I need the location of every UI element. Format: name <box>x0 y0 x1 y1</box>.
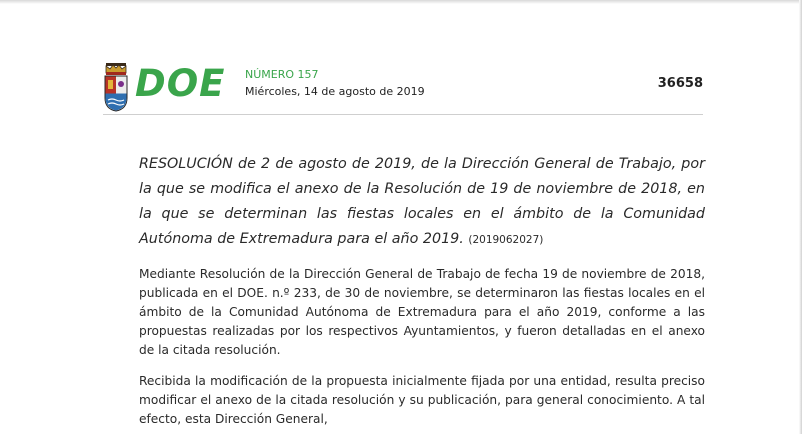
page-top-edge <box>0 0 802 4</box>
body-paragraph-1: Mediante Resolución de la Dirección General de Trabajo de fecha 19 de noviembre de 2018, publicada en el DOE. n.º 233, de 30 de noviembre, se determinaron las fiestas locales en el ámbito de la Comunidad Autónoma de Extremadura para el año 2019, conforme a las propuestas realizadas por los respectivos Ayuntamientos, y fueron detalladas en el anexo de la citada resolución. <box>139 267 705 357</box>
issue-date: Miércoles, 14 de agosto de 2019 <box>245 85 425 98</box>
header-divider <box>103 114 703 115</box>
resolution-title <box>139 152 705 253</box>
resolution-title-text: RESOLUCIÓN de 2 de agosto de 2019, de la Dirección General de Trabajo, por la que se modifica el anexo de la Resolución de 19 de noviembre de 2018, en la que se determinan las fiestas locales en el ámbito de la Comunidad Autónoma de Extremadura para el año 2019. <box>139 156 705 247</box>
issue-number: NÚMERO 157 <box>245 68 319 81</box>
body-paragraph-2: Recibida la modificación de la propuesta inicialmente fijada por una entidad, resulta preciso modificar el anexo de la citada resolución y su publicación, para general conocimiento. A tal efecto, esta Dirección General, <box>139 374 705 426</box>
doe-logo: DOE <box>135 62 226 105</box>
resolution-code: (2019062027) <box>468 234 544 246</box>
document-header <box>103 62 703 114</box>
page-number: 36658 <box>657 76 703 91</box>
extremadura-crest-icon <box>103 62 129 112</box>
